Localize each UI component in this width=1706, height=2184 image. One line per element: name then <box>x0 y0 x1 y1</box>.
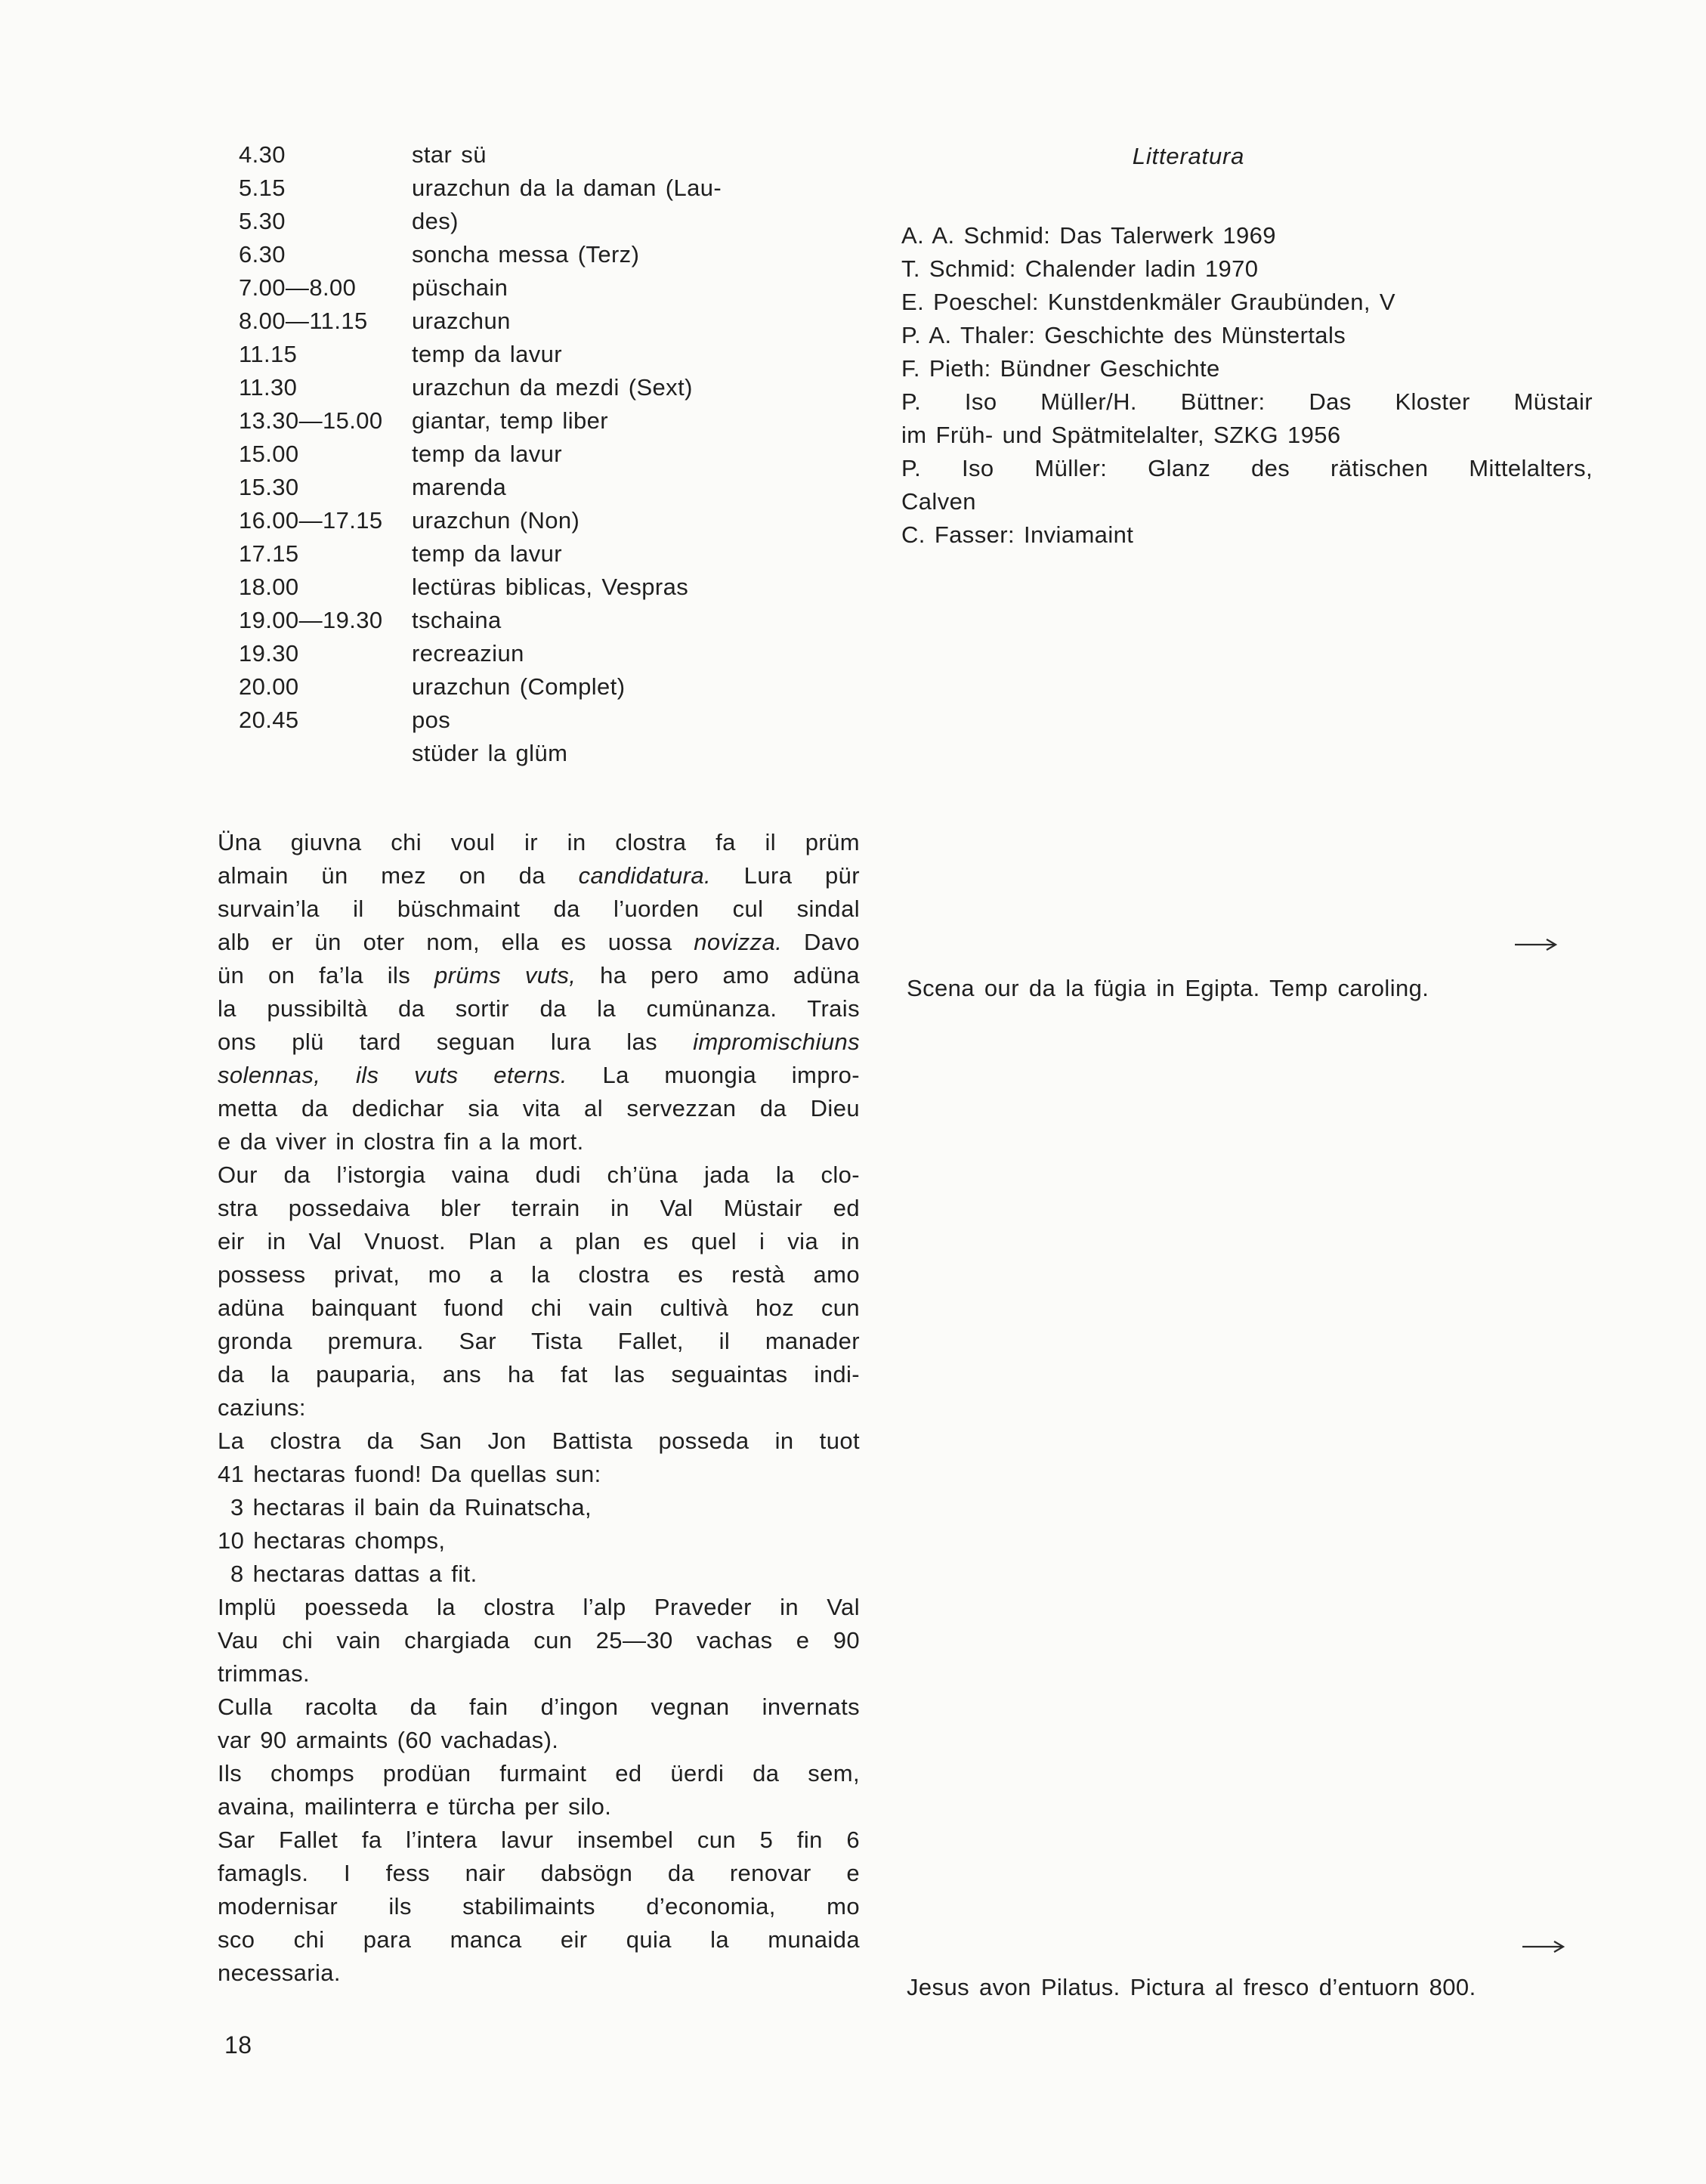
schedule-row <box>239 271 866 305</box>
body-text-segment: Vau chi vain chargiada cun 25—30 vachas e 90 <box>218 1627 860 1653</box>
schedule-row <box>239 172 866 205</box>
schedule-row <box>239 571 866 604</box>
body-line <box>218 1957 860 1990</box>
body-text-segment: necessaria. <box>218 1960 341 1986</box>
schedule-activity: soncha messa (Terz) <box>412 241 640 268</box>
schedule-time: 8.00—11.15 <box>239 308 368 334</box>
body-line <box>218 1857 860 1890</box>
body-line <box>218 1325 860 1358</box>
body-line <box>218 1192 860 1225</box>
body-text-segment: Davo <box>782 929 860 955</box>
body-text-segment: famagls. I fess nair dabsögn da renovar e <box>218 1860 860 1886</box>
body-line <box>218 892 860 926</box>
body-text-segment: novizza. <box>694 929 783 955</box>
schedule-time: 5.30 <box>239 208 286 234</box>
schedule-activity: des) <box>412 208 459 234</box>
body-text-segment: trimmas. <box>218 1660 311 1687</box>
schedule-activity: urazchun (Complet) <box>412 673 626 700</box>
body-line <box>218 1391 860 1425</box>
body-text-segment: 3 hectaras il bain da Ruinatscha, <box>230 1494 592 1520</box>
body-line <box>218 1757 860 1790</box>
body-text-segment: Sar Fallet fa l’intera lavur insembel cun 5 fin 6 <box>218 1827 860 1853</box>
daily-schedule <box>239 138 866 770</box>
body-line <box>218 1125 860 1159</box>
schedule-activity: urazchun da la daman (Lau- <box>412 175 722 201</box>
bibliography-entry: T. Schmid: Chalender ladin 1970 <box>901 255 1259 282</box>
bibliography-entry: Calven <box>901 488 976 515</box>
body-text-segment: Our da l’istorgia vaina dudi ch’üna jada la clo- <box>218 1162 860 1188</box>
body-text-segment: impromischiuns <box>693 1029 860 1055</box>
schedule-row <box>239 138 866 172</box>
schedule-time: 20.00 <box>239 673 299 700</box>
schedule-row <box>239 704 866 737</box>
bibliography-entry: im Früh- und Spätmitelalter, SZKG 1956 <box>901 422 1341 448</box>
schedule-row <box>239 471 866 504</box>
body-text-segment: sco chi para manca eir quia la munaida <box>218 1926 860 1953</box>
body-text-segment: 41 hectaras fuond! Da quellas sun: <box>218 1461 601 1487</box>
body-line <box>218 1691 860 1724</box>
body-text-segment: alb er ün oter nom, ella es uossa <box>218 929 694 955</box>
body-text-segment: almain ün mez on da <box>218 862 579 889</box>
schedule-row <box>239 737 866 770</box>
bibliography-entry: C. Fasser: Inviamaint <box>901 521 1134 548</box>
body-line <box>218 1657 860 1691</box>
body-line <box>218 1923 860 1957</box>
photo-caption-pilatus: Jesus avon Pilatus. Pictura al fresco d’entuorn 800. <box>907 1974 1476 2000</box>
body-text-segment: solennas, ils vuts eterns. <box>218 1062 567 1088</box>
body-line <box>218 1159 860 1192</box>
body-line <box>218 1524 860 1558</box>
body-line <box>218 1458 860 1491</box>
body-text-segment: Ils chomps prodüan furmaint ed üerdi da sem, <box>218 1760 860 1786</box>
body-text-segment: 10 hectaras chomps, <box>218 1527 446 1554</box>
body-line <box>218 1824 860 1857</box>
schedule-activity: temp da lavur <box>412 441 563 467</box>
schedule-activity: urazchun <box>412 308 511 334</box>
schedule-time: 15.30 <box>239 474 299 500</box>
body-line <box>218 1358 860 1391</box>
schedule-row <box>239 537 866 571</box>
body-line <box>218 859 860 892</box>
schedule-time: 11.30 <box>239 374 298 401</box>
schedule-row <box>239 637 866 670</box>
body-line <box>218 1425 860 1458</box>
schedule-row <box>239 238 866 271</box>
schedule-time: 16.00—17.15 <box>239 507 383 534</box>
schedule-activity: temp da lavur <box>412 540 563 567</box>
body-text-segment: Lura pür <box>711 862 860 889</box>
body-text-segment: candidatura. <box>578 862 712 889</box>
schedule-row <box>239 670 866 704</box>
article-body <box>218 826 860 1990</box>
body-text-segment: possess privat, mo a la clostra es restà amo <box>218 1261 860 1288</box>
schedule-time: 11.15 <box>239 341 298 367</box>
bibliography-entry: E. Poeschel: Kunstdenkmäler Graubünden, V <box>901 289 1395 315</box>
body-text-segment: ün on fa’la ils <box>218 962 434 988</box>
bibliography-list <box>901 219 1593 552</box>
body-text-segment: eir in Val Vnuost. Plan a plan es quel i via in <box>218 1228 860 1254</box>
body-text-segment: 8 hectaras dattas a fit. <box>230 1561 477 1587</box>
schedule-row <box>239 404 866 438</box>
right-arrow-icon <box>1513 937 1559 952</box>
schedule-time: 13.30—15.00 <box>239 407 383 434</box>
schedule-time: 17.15 <box>239 540 299 567</box>
body-text-segment: da la pauparia, ans ha fat las seguaintas indi- <box>218 1361 860 1387</box>
body-line <box>218 1558 860 1591</box>
schedule-time: 20.45 <box>239 707 299 733</box>
schedule-time: 4.30 <box>239 141 286 168</box>
schedule-time <box>239 737 412 770</box>
body-line <box>218 826 860 859</box>
schedule-time: 5.15 <box>239 175 286 201</box>
body-line <box>218 1790 860 1824</box>
schedule-activity: star sü <box>412 141 487 168</box>
body-line <box>218 1092 860 1125</box>
body-text-segment: Culla racolta da fain d’ingon vegnan invernats <box>218 1694 860 1720</box>
body-text-segment: La muongia impro- <box>567 1062 860 1088</box>
schedule-time: 19.00—19.30 <box>239 607 383 633</box>
body-text-segment: metta da dedichar sia vita al servezzan da Dieu <box>218 1095 860 1121</box>
body-line <box>218 992 860 1025</box>
schedule-activity: temp da lavur <box>412 341 563 367</box>
body-text-segment: gronda premura. Sar Tista Fallet, il manader <box>218 1328 860 1354</box>
bibliography-entry: A. A. Schmid: Das Talerwerk 1969 <box>901 222 1276 249</box>
bibliography-entry: F. Pieth: Bündner Geschichte <box>901 355 1220 382</box>
schedule-time: 7.00—8.00 <box>239 274 357 301</box>
schedule-row <box>239 338 866 371</box>
body-text-segment: survain’la il büschmaint da l’uorden cul sindal <box>218 896 860 922</box>
body-text-segment: Implü poesseda la clostra l’alp Praveder in Val <box>218 1594 860 1620</box>
schedule-row <box>239 438 866 471</box>
schedule-activity: pos <box>412 707 451 733</box>
right-arrow-icon <box>1521 1939 1566 1954</box>
body-line <box>218 1890 860 1923</box>
body-text-segment: avaina, mailinterra e türcha per silo. <box>218 1793 612 1820</box>
literature-heading: Litteratura <box>1132 143 1245 169</box>
bibliography-entry: P. Iso Müller: Glanz des rätischen Mittelalters, <box>901 455 1593 481</box>
body-line <box>218 926 860 959</box>
schedule-time: 18.00 <box>239 574 299 600</box>
body-line <box>218 959 860 992</box>
bibliography-entry: P. A. Thaler: Geschichte des Münstertals <box>901 322 1346 348</box>
schedule-activity: giantar, temp liber <box>412 407 609 434</box>
bibliography-entry: P. Iso Müller/H. Büttner: Das Kloster Müstair <box>901 388 1593 415</box>
body-line <box>218 1025 860 1059</box>
body-text-segment: ons plü tard seguan lura las <box>218 1029 694 1055</box>
body-line <box>218 1724 860 1757</box>
schedule-time: 6.30 <box>239 241 286 268</box>
body-text-segment: prüms vuts, <box>434 962 576 988</box>
schedule-row <box>239 604 866 637</box>
body-line <box>218 1491 860 1524</box>
schedule-activity: urazchun da mezdi (Sext) <box>412 374 693 401</box>
schedule-row <box>239 205 866 238</box>
schedule-time: 15.00 <box>239 441 299 467</box>
body-text-segment: var 90 armaints (60 vachadas). <box>218 1727 559 1753</box>
schedule-activity: recreaziun <box>412 640 524 667</box>
schedule-row <box>239 305 866 338</box>
body-line <box>218 1258 860 1292</box>
schedule-row <box>239 371 866 404</box>
schedule-activity: tschaina <box>412 607 502 633</box>
schedule-time: 19.30 <box>239 640 299 667</box>
body-line <box>218 1591 860 1624</box>
body-text-segment: e da viver in clostra fin a la mort. <box>218 1128 584 1155</box>
body-text-segment: adüna bainquant fuond chi vain cultivà hoz cun <box>218 1295 860 1321</box>
schedule-activity: urazchun (Non) <box>412 507 580 534</box>
body-text-segment: stra possedaiva bler terrain in Val Müstair ed <box>218 1195 860 1221</box>
schedule-activity: stüder la glüm <box>412 740 568 766</box>
body-line <box>218 1225 860 1258</box>
body-line <box>218 1292 860 1325</box>
body-text-segment: Üna giuvna chi voul ir in clostra fa il prüm <box>218 829 860 855</box>
body-line <box>218 1624 860 1657</box>
schedule-row <box>239 504 866 537</box>
page-number: 18 <box>224 2031 252 2059</box>
schedule-activity: püschain <box>412 274 508 301</box>
schedule-activity: marenda <box>412 474 507 500</box>
body-text-segment: La clostra da San Jon Battista posseda in tuot <box>218 1428 860 1454</box>
body-text-segment: modernisar ils stabilimaints d’economia, mo <box>218 1893 860 1920</box>
body-line <box>218 1059 860 1092</box>
schedule-activity: lectüras biblicas, Vespras <box>412 574 689 600</box>
body-text-segment: ha pero amo adüna <box>576 962 860 988</box>
photo-caption-egipta: Scena our da la fügia in Egipta. Temp caroling. <box>907 975 1429 1001</box>
body-text-segment: caziuns: <box>218 1394 306 1421</box>
body-text-segment: la pussibiltà da sortir da la cumünanza. Trais <box>218 995 860 1022</box>
